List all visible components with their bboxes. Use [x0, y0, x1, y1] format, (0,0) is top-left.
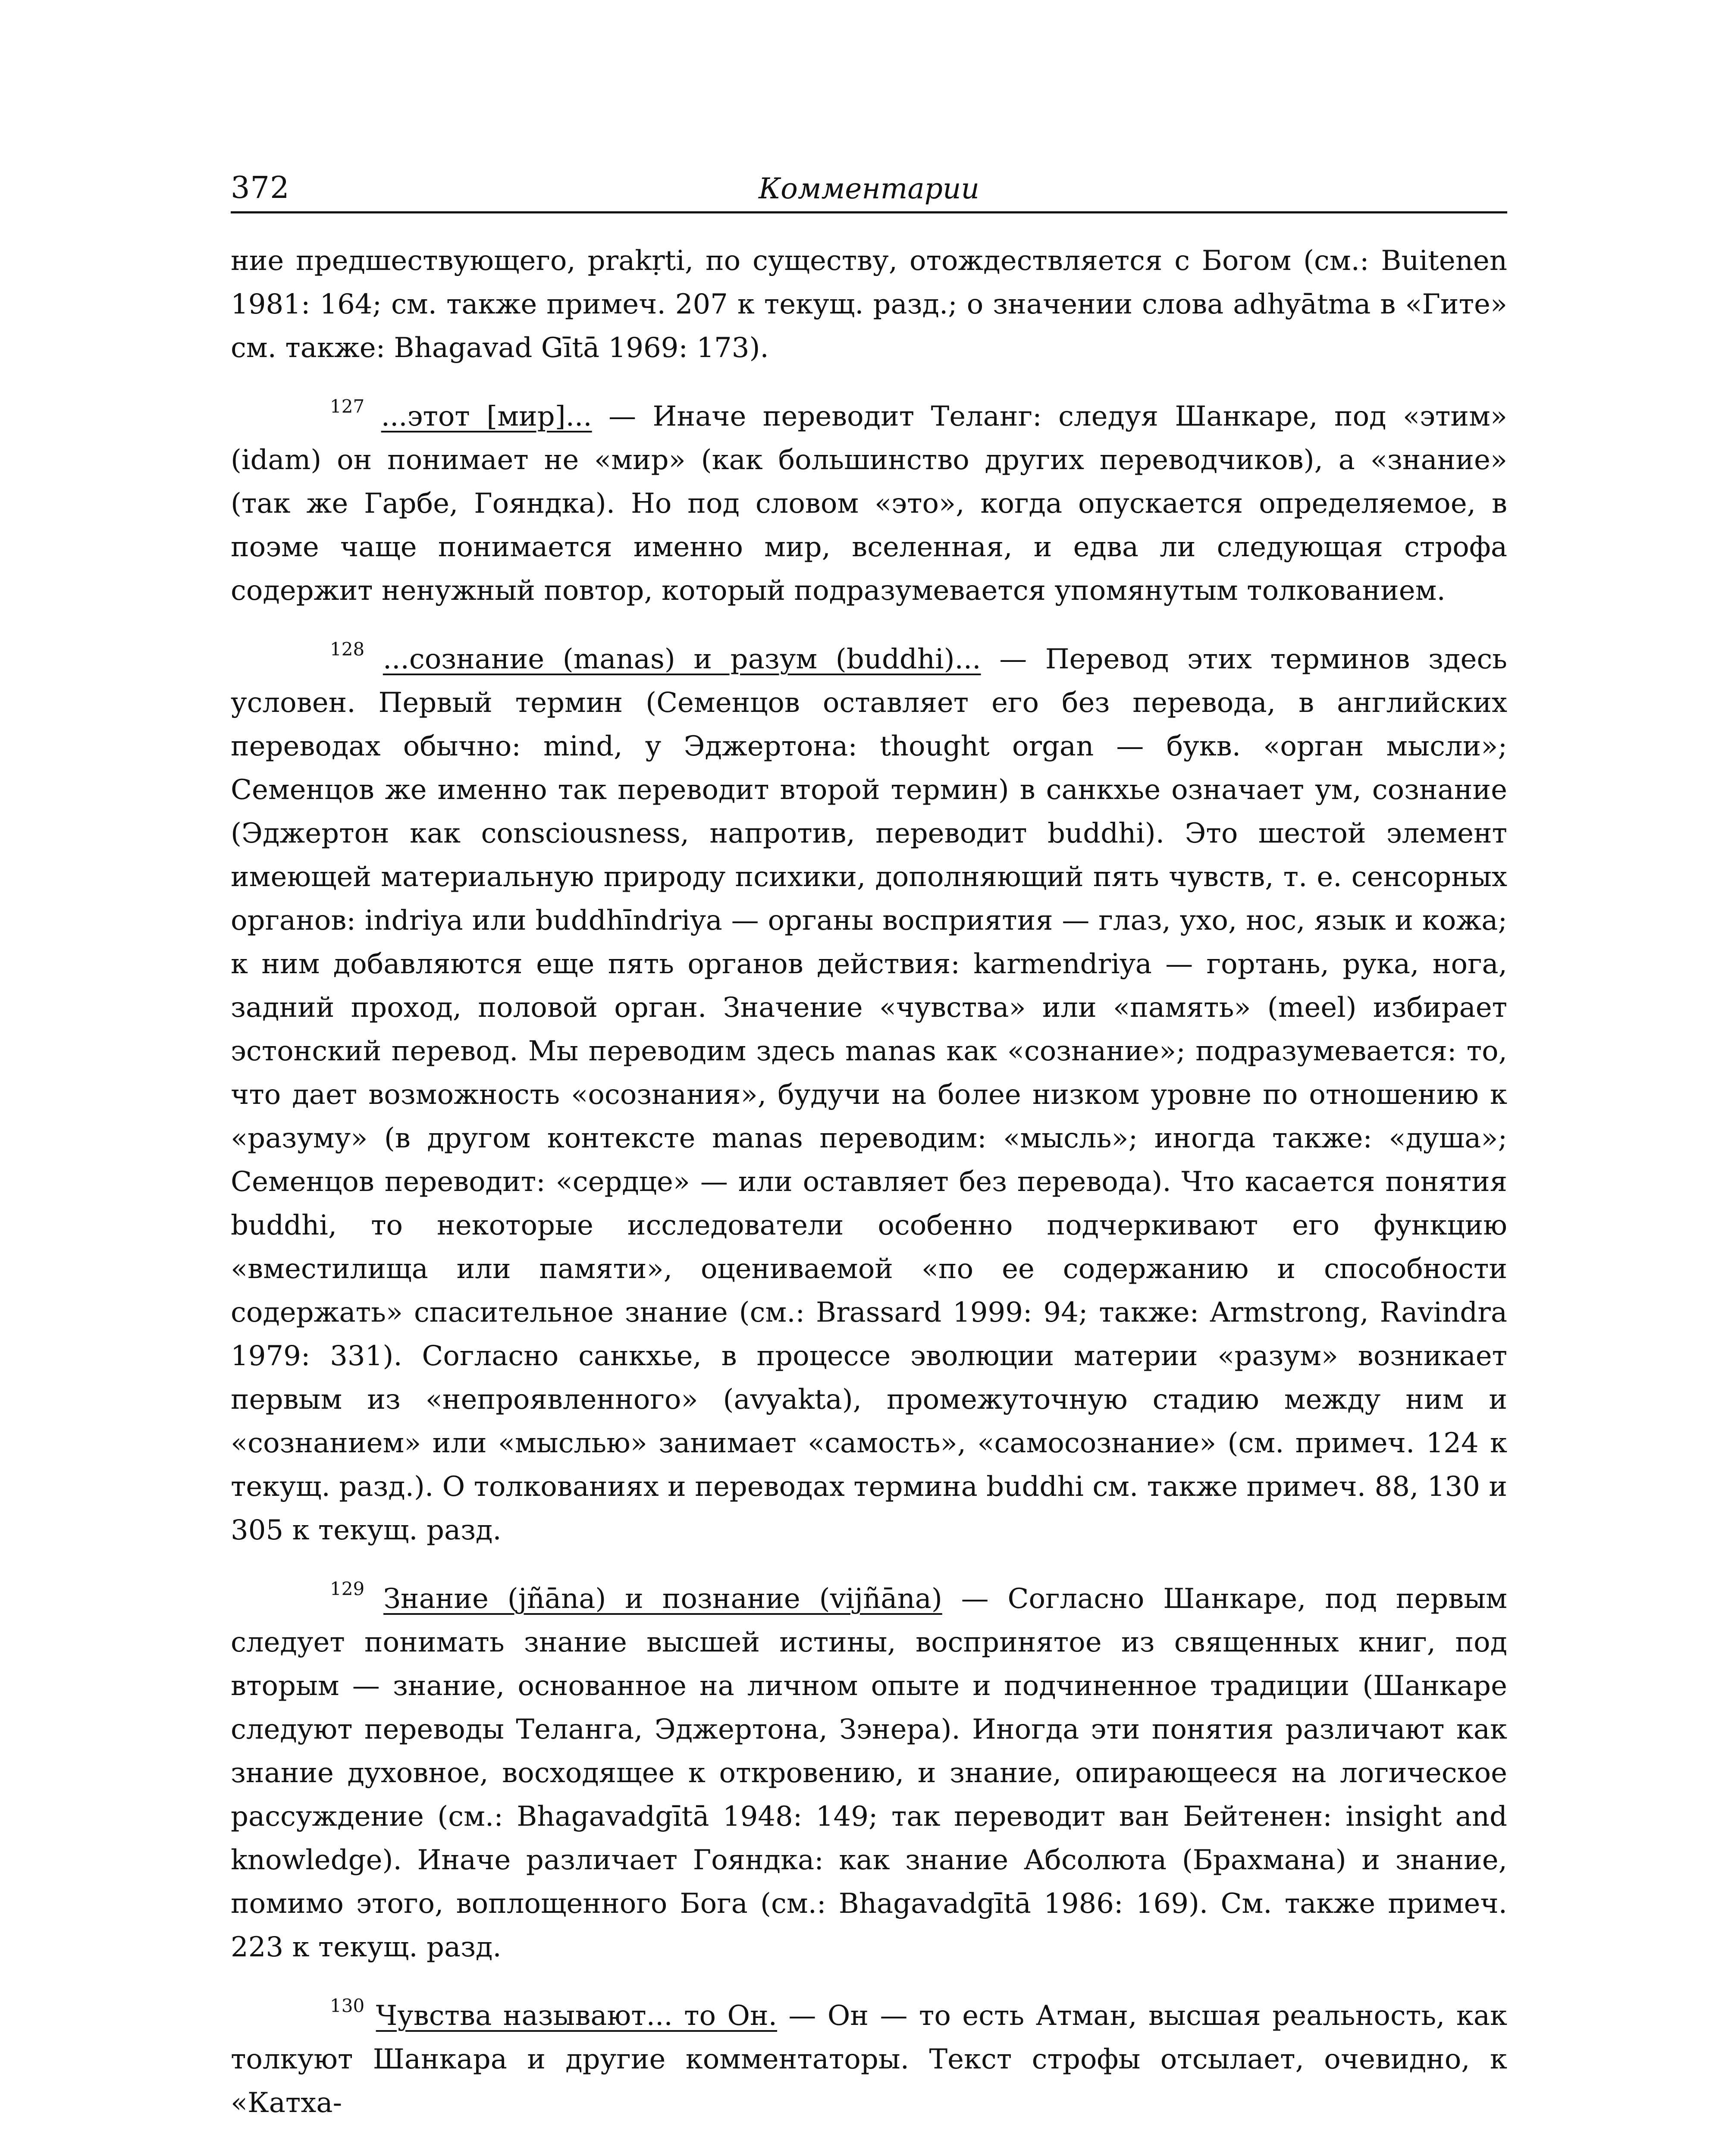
- note-130: [231, 1994, 1507, 2125]
- note-128: [231, 638, 1507, 1552]
- note-number: 127: [330, 396, 365, 417]
- note-number: 128: [330, 639, 365, 660]
- note-127: [231, 395, 1507, 613]
- note-text: — Перевод этих терминов здесь условен. Первый термин (Семенцов оставляет его без перевода, в английских переводах обычно: mind, у Эджертона: thought organ — букв. «орган мысли»; Семенцов же именно так переводит второй термин) в санкхье означает ум, сознание (Эджертон как consciousness, напротив, переводит buddhi). Это шестой элемент имеющей материальную природу психики, дополняющий пять чувств, т. е. сенсорных органов: indriya или buddhīndriya — органы восприятия — глаз, ухо, нос, язык и кожа; к ним добавляются еще пять органов действия: karmendriya — гортань, рука, нога, задний проход, половой орган. Значение «чувства» или «память» (meel) избирает эстонский перевод. Мы переводим здесь manas как «сознание»; подразумевается: то, что дает возможность «осознания», будучи на более низком уровне по отношению к «разуму» (в другом контексте manas переводим: «мысль»; иногда также: «душа»; Семенцов переводит: «сердце» — или оставляет без перевода). Что касается понятия buddhi, то некоторые исследователи особенно подчеркивают его функцию «вместилища или памяти», оцениваемой «по ее содержанию и способности содержать» спасительное знание (см.: Brassard 1999: 94; также: Armstrong, Ravindra 1979: 331). Согласно санкхье, в процессе эволюции материи «разум» возникает первым из «непроявленного» (avyakta), промежуточную стадию между ним и «сознанием» или «мыслью» занимает «самость», «самосознание» (см. примеч. 124 к текущ. разд.). О толкованиях и переводах термина buddhi см. также примеч. 88, 130 и 305 к текущ. разд.: [231, 643, 1508, 1546]
- page-number: 372: [231, 170, 290, 205]
- paragraph-text: ние предшествующего, prakṛti, по существу, отождествляется с Богом (см.: Buitenen 1981: 164; см. также примеч. 207 к текущ. разд.; о значении слова adhyātma в «Гите» см. также: Bhagavad Gītā 1969: 173).: [231, 245, 1507, 364]
- paragraph-continuation: [231, 239, 1507, 370]
- commentary-body: [231, 239, 1507, 2125]
- running-header: [231, 164, 1507, 213]
- note-text: — Он — то есть Атман, высшая реальность, как толкуют Шанкара и другие комментаторы. Текст строфы отсылает, очевидно, к «Катха-: [231, 2000, 1508, 2119]
- note-lemma: ...этот [мир]...: [381, 401, 592, 432]
- note-text: — Согласно Шанкаре, под первым следует понимать знание высшей истины, воспринятое из священных книг, под вторым — знание, основанное на личном опыте и подчиненное традиции (Шанкаре следуют переводы Теланга, Эджертона, Зэнера). Иногда эти понятия различают как знание духовное, восходящее к откровению, и знание, опирающееся на логическое рассуждение (см.: Bhagavadgītā 1948: 149; так переводит ван Бейтенен: insight and knowledge). Иначе различает Гояндка: как знание Абсолюта (Брахмана) и знание, помимо этого, воплощенного Бога (см.: Bhagavadgītā 1986: 169). См. также примеч. 223 к текущ. разд.: [231, 1583, 1508, 1963]
- book-page: [231, 164, 1507, 2150]
- note-129: [231, 1577, 1507, 1969]
- note-lemma: Чувства называют... то Он.: [376, 2000, 777, 2032]
- section-title: Комментарии: [759, 172, 979, 205]
- note-lemma: ...сознание (manas) и разум (buddhi)...: [383, 643, 981, 675]
- note-text: — Иначе переводит Теланг: следуя Шанкаре, под «этим» (idam) он понимает не «мир» (как большинство других переводчиков), а «знание» (так же Гарбе, Гояндка). Но под словом «это», когда опускается определяемое, в поэме чаще понимается именно мир, вселенная, и едва ли следующая строфа содержит ненужный повтор, который подразумевается упомянутым толкованием.: [231, 401, 1508, 607]
- note-number: 130: [330, 1995, 365, 2016]
- note-number: 129: [330, 1578, 365, 1599]
- note-lemma: Знание (jñāna) и познание (vijñāna): [383, 1583, 942, 1615]
